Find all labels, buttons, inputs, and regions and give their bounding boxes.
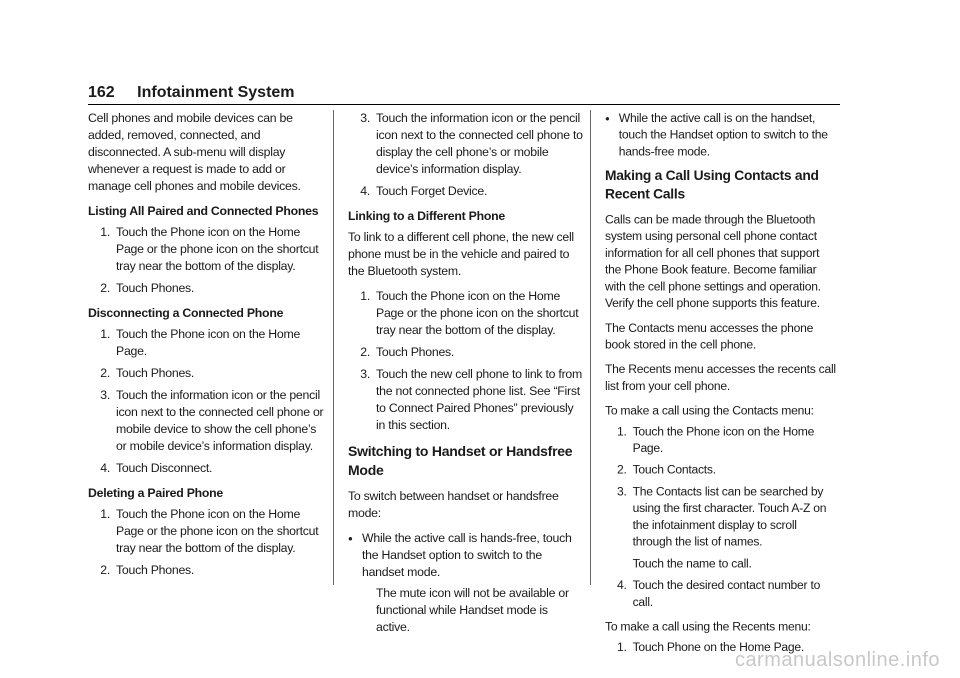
page-header [88,84,840,105]
switching-bullets-cont [605,110,838,160]
heading-switching: Switching to Handset or Handsfree Mode [348,443,573,478]
step-item: 2. Touch Contacts. [617,462,716,477]
step-item: 1. Touch the Phone icon on the Home Page or the phone icon on the shortcut tray near the bottom of the display. [360,289,579,337]
column-middle [348,110,584,642]
recents-intro: To make a call using the Recents menu: [605,619,811,634]
section-title: Infotainment System [137,84,295,101]
step-item: 1. Touch the Phone icon on the Home Page. [617,424,815,456]
watermark[interactable]: carmanualsonline.info [734,649,940,671]
subheading-listing: Listing All Paired and Connected Phones [88,204,319,218]
bullet-item: ● While the active call is on the handset, touch the Handset option to switch to the hands-free mode. [605,110,838,160]
steps-contacts [605,423,838,610]
heading-making-call: Making a Call Using Contacts and Recent Calls [605,167,819,202]
steps-deleting [88,506,324,579]
step-item: 3. Touch the new cell phone to link to from the not connected phone list. See “First to Connect Paired Phones” previously in this section. [360,367,582,432]
step-item: 1. Touch the Phone icon on the Home Page. [100,327,301,358]
step-item: 3. The Contacts list can be searched by using the first character. Touch A-Z on the infotainment display to scroll through the list of names. Touch the name to call. [605,484,838,573]
step-item: 1. Touch the Phone icon on the Home Page or the phone icon on the shortcut tray near the bottom of the display. [100,225,319,273]
step-item: 4. Touch Disconnect. [100,461,213,475]
column-divider [590,110,591,585]
step-item: 3. Touch the information icon or the pencil icon next to the connected cell phone or mobile device to show the cell phone’s or mobile device’s information display. [100,388,324,453]
subheading-deleting: Deleting a Paired Phone [88,486,224,500]
subheading-disconnecting: Disconnecting a Connected Phone [88,306,284,320]
linking-intro: To link to a different cell phone, the new cell phone must be in the vehicle and paired to the Bluetooth system. [348,230,574,278]
making-p2: The Contacts menu accesses the phone book stored in the cell phone. [605,320,814,352]
column-right [605,110,838,664]
steps-deleting-cont [348,110,584,200]
step-item: 3. Touch the information icon or the pencil icon next to the connected cell phone to display the cell phone’s or mobile device’s information display. [360,111,583,176]
intro-paragraph: Cell phones and mobile devices can be added, removed, connected, and disconnected. A sub-menu will display whenever a request is made to add or manage cell phones and mobile devices. [88,111,301,193]
step-item: 2. Touch Phones. [100,366,195,380]
step-item: 4. Touch Forget Device. [360,184,488,198]
steps-disconnecting [88,326,324,477]
column-left [88,110,324,587]
contacts-intro: To make a call using the Contacts menu: [605,403,814,418]
switching-bullets [348,530,584,636]
making-p1: Calls can be made through the Bluetooth system using personal cell phone contact information for all cell phones that support the Phone Book feature. Become familiar with the cell phone settings and operation. Verify the cell phone supports this feature. [605,212,821,311]
making-p3: The Recents menu accesses the recents call list from your cell phone. [605,362,836,393]
step-item: 1. Touch the Phone icon on the Home Page or the phone icon on the shortcut tray near the bottom of the display. [100,507,319,555]
subheading-linking: Linking to a Different Phone [348,209,505,223]
steps-listing [88,224,324,297]
page-number: 162 [88,84,115,101]
steps-linking [348,288,584,434]
bullet-note: The mute icon will not be available or functional while Handset mode is active. [376,586,569,634]
column-divider [333,110,334,585]
step-note: Touch the name to call. [632,556,752,571]
switching-intro: To switch between handset or handsfree mode: [348,489,559,520]
step-item: 4. Touch the desired contact number to call. [617,578,821,609]
bullet-item: ● While the active call is hands-free, touch the Handset option to switch to the handset mode. The mute icon will not be available or functional while Handset mode is active. [348,530,584,636]
step-item: 2. Touch Phones. [100,563,195,577]
step-item: 2. Touch Phones. [100,281,195,295]
step-item: 1. Touch Phone on the Home Page. [617,640,805,655]
step-item: 2. Touch Phones. [360,345,455,359]
